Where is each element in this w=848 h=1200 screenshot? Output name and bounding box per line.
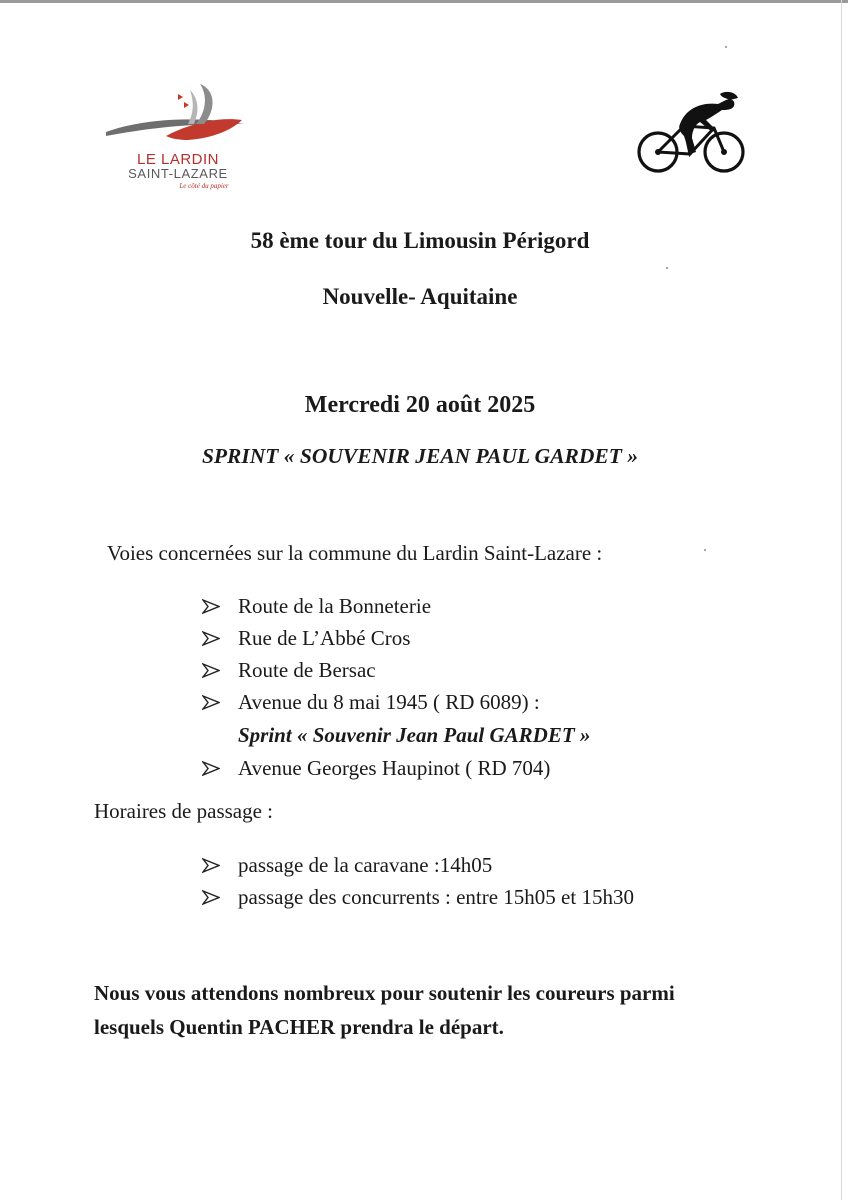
route-label: Avenue Georges Haupinot ( RD 704) [238, 756, 551, 780]
event-region: Nouvelle- Aquitaine [322, 284, 518, 309]
sprint-note: Sprint « Souvenir Jean Paul GARDET » [238, 723, 591, 747]
arrow-bullet-icon [202, 858, 220, 873]
list-item [202, 849, 634, 881]
schedule-entry: passage des concurrents : entre 15h05 et 15h30 [238, 885, 634, 909]
list-item [202, 686, 590, 718]
arrow-bullet-icon [202, 631, 220, 646]
list-item [202, 752, 590, 784]
closing-message [94, 976, 675, 1044]
event-date: Mercredi 20 août 2025 [304, 392, 536, 418]
event-title: 58 ème tour du Limousin Périgord [250, 228, 590, 253]
list-item [202, 654, 590, 686]
logo-tagline: Le côté du papier [179, 182, 229, 190]
route-label: Route de la Bonneterie [238, 594, 432, 618]
schedule-entry: passage de la caravane :14h05 [238, 853, 493, 877]
affected-roads-list [202, 590, 590, 784]
logo-text-line1: LE LARDIN [136, 151, 220, 168]
list-item [202, 622, 590, 654]
schedule-heading: Horaires de passage : [94, 799, 274, 823]
scan-speck [666, 267, 668, 269]
scan-right-edge [841, 0, 842, 1200]
route-label: Rue de L’Abbé Cros [238, 626, 411, 650]
sprint-title: SPRINT « SOUVENIR JEAN PAUL GARDET » [201, 444, 639, 468]
scan-speck [725, 46, 727, 48]
arrow-bullet-icon [202, 599, 220, 614]
logo-text-line2: SAINT-LAZARE [128, 166, 228, 181]
affected-roads-intro: Voies concernées sur la commune du Lardin Saint-Lazare : [107, 541, 603, 565]
arrow-bullet-icon [202, 890, 220, 905]
list-item [202, 590, 590, 622]
route-label: Route de Bersac [238, 658, 376, 682]
logo-emblem-icon [104, 80, 249, 155]
municipality-logo [104, 80, 249, 195]
arrow-bullet-icon [202, 663, 220, 678]
list-item [202, 881, 634, 913]
scan-top-edge [0, 0, 848, 3]
route-label: Avenue du 8 mai 1945 ( RD 6089) : [238, 690, 540, 714]
cyclist-icon [634, 90, 748, 176]
closing-line1: Nous vous attendons nombreux pour soutenir les coureurs parmi [94, 981, 675, 1005]
closing-line2: lesquels Quentin PACHER prendra le départ. [94, 1015, 504, 1039]
arrow-bullet-icon [202, 695, 220, 710]
arrow-bullet-icon [202, 761, 220, 776]
schedule-list [202, 849, 634, 913]
scan-speck [704, 549, 706, 551]
